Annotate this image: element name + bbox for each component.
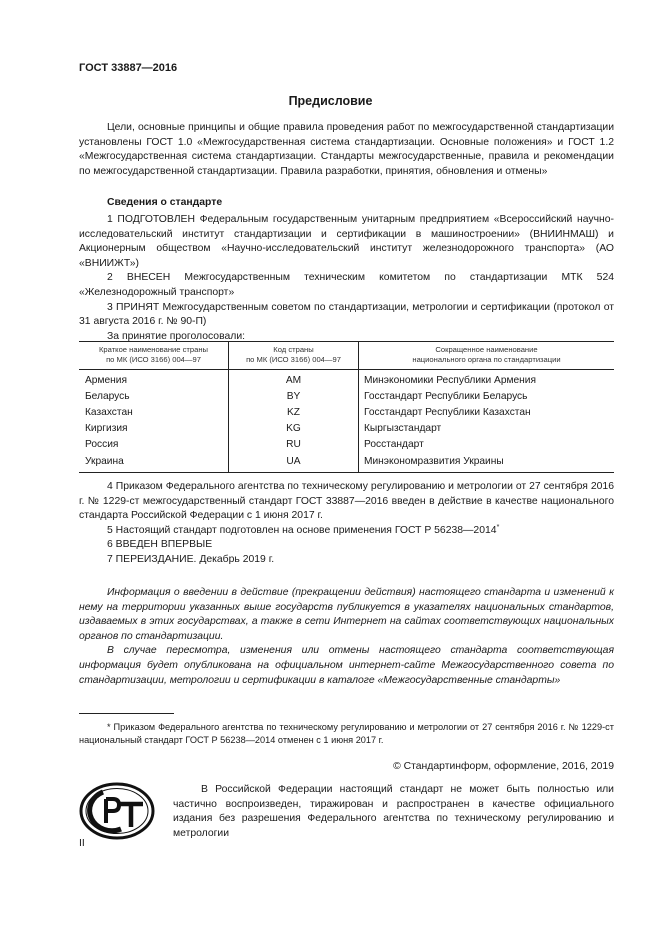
table-row [79, 369, 614, 389]
cell-code: AM [229, 369, 359, 389]
rst-certification-mark-icon [79, 782, 155, 840]
header-code: Код страны по МК (ИСО 3166) 004—97 [229, 342, 359, 370]
item-6: 6 ВВЕДЕН ВПЕРВЫЕ [107, 539, 213, 551]
cell-country: Украина [79, 454, 229, 473]
item-2: 2 ВНЕСЕН Межгосударственным техническим комитетом по стандартизации МТК 524 «Железнодорожный транспорт» [79, 272, 614, 298]
cell-country: Армения [79, 369, 229, 389]
item-7: 7 ПЕРЕИЗДАНИЕ. Декабрь 2019 г. [107, 553, 275, 565]
item-3: 3 ПРИНЯТ Межгосударственным советом по стандартизации, метрологии и сертификации (протокол от 31 августа 2016 г. № 90-П) [79, 301, 614, 328]
rst-logo-graphic [79, 782, 155, 840]
info-block [79, 586, 614, 688]
cell-body: Госстандарт Республики Казахстан [364, 407, 531, 418]
table-row [79, 437, 614, 453]
page-number: II [79, 838, 85, 849]
item-5: 5 Настоящий стандарт подготовлен на основе применения ГОСТ Р 56238—2014* [107, 523, 500, 536]
countries-table [79, 341, 614, 473]
copyright: © Стандартинформ, оформление, 2016, 2019 [393, 761, 614, 772]
table-header-row [79, 342, 614, 370]
cell-body: Минэкономики Республики Армения [364, 374, 536, 386]
cell-country: Беларусь [79, 389, 229, 405]
cell-country: Казахстан [79, 405, 229, 421]
section-heading: Сведения о стандарте [107, 197, 223, 208]
intro-paragraph [79, 121, 614, 179]
cell-code: UA [229, 454, 359, 473]
footnote [79, 721, 614, 748]
table-row [79, 454, 614, 473]
footnote-divider [79, 713, 174, 714]
cell-body: Минэкономразвития Украины [359, 454, 615, 473]
standard-info-items-continued [79, 480, 614, 568]
cell-code: RU [229, 437, 359, 453]
cell-body: Росстандарт [364, 439, 424, 451]
item-4: 4 Приказом Федерального агентства по техническому регулированию и метрологии от 27 сентября 2016 г. № 1229-ст межгосударственный стандарт ГОСТ 33887—2016 введен в действие в качестве национального стандарта Российской Федерации с 1 июня 2017 г. [79, 481, 614, 522]
cell-code: KG [229, 421, 359, 437]
cell-code: BY [229, 389, 359, 405]
cell-country: Киргизия [79, 421, 229, 437]
intro-text: Цели, основные принципы и общие правила проведения работ по межгосударственной стандартизации установлены ГОСТ 1.0 «Межгосударственная система стандартизации. Основные положения» и ГОСТ 1.2 «Межгосударственная система стандартизации. Стандарты межгосударственные, правила и рекомендации по межгосударственной стандартизации. Правила разработки, принятия, обновления и отмены» [79, 122, 614, 177]
footnote-marker: * [496, 523, 500, 531]
header-country: Краткое наименование страны по МК (ИСО 3166) 004—97 [79, 342, 229, 370]
copyright-notice [173, 783, 614, 841]
table-row [79, 405, 614, 421]
page-title: Предисловие [288, 94, 373, 108]
voted-label: За принятие проголосовали: [107, 330, 246, 342]
info-paragraph-2: В случае пересмотра, изменения или отмены настоящего стандарта соответствующая информация будет опубликована на официальном интернет-сайте Межгосударственного совета по стандартизации, метрологии и сертификации в каталоге «Межгосударственные стандарты» [79, 645, 614, 686]
header-body: Сокращенное наименование национального органа по стандартизации [359, 342, 615, 370]
table-row [79, 421, 614, 437]
notice-text: В Российской Федерации настоящий стандарт не может быть полностью или частично воспроизведен, тиражирован и распространен в качестве официального издания без разрешения Федерального агентства по техническому регулированию и метрологии [173, 784, 614, 839]
document-code: ГОСТ 33887—2016 [79, 62, 178, 74]
cell-code: KZ [229, 405, 359, 421]
item-1: 1 ПОДГОТОВЛЕН Федеральным государственным унитарным предприятием «Всероссийский научно-исследовательский институт стандартизации и сертификации в машиностроении» (ВНИИНМАШ) и Акционерным обществом «Научно-исследовательский институт железнодорожного транспорта» (АО «ВНИИЖТ») [79, 214, 614, 269]
table-row [79, 389, 614, 405]
cell-body: Госстандарт Республики Беларусь [364, 390, 528, 402]
standard-info-items [79, 213, 614, 344]
cell-country: Россия [79, 437, 229, 453]
footnote-text: * Приказом Федерального агентства по техническому регулированию и метрологии от 27 сентября 2016 г. № 1229-ст национальный стандарт ГОСТ Р 56238—2014 отменен с 1 июня 2017 г. [79, 722, 614, 746]
info-paragraph-1: Информация о введении в действие (прекращении действия) настоящего стандарта и изменений к нему на территории указанных выше государств публикуется в указателях национальных стандартов, издаваемых в этих государствах, а также в сети Интернет на сайтах соответствующих национальных органов по стандартизации. [79, 587, 614, 642]
cell-body: Кыргызстандарт [364, 423, 442, 435]
